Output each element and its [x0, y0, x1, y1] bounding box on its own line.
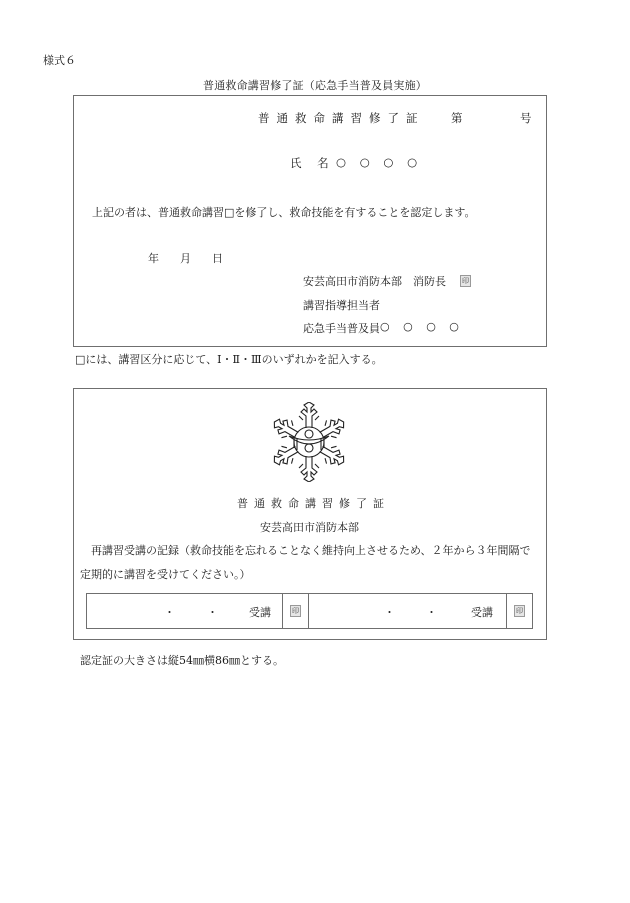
certificate-heading: 普通救命講習修了証	[258, 111, 425, 125]
form-number: 様式６	[43, 54, 76, 67]
certificate-number-prefix: 第	[451, 111, 463, 125]
date-separator: ・	[426, 606, 437, 619]
date-day-label: 日	[212, 252, 223, 265]
document-title: 普通救命講習修了証（応急手当普及員実施）	[203, 79, 427, 92]
card-heading: 普通救命講習修了証	[237, 497, 390, 510]
record-instruction-line2: 定期的に講習を受けてください。）	[80, 568, 251, 581]
card-size-note: 認定証の大きさは縦54㎜横86㎜とする。	[80, 654, 284, 667]
fire-department-emblem-icon	[271, 402, 347, 482]
instructor-name: ○ ○ ○ ○	[380, 320, 464, 333]
date-year-label: 年	[148, 252, 159, 265]
card-org: 安芸高田市消防本部	[260, 521, 359, 534]
instructor-role: 応急手当普及員	[303, 322, 380, 335]
seal-icon: 印	[516, 607, 523, 615]
certificate-number-suffix: 号	[520, 111, 532, 125]
attended-label: 受講	[249, 606, 271, 619]
record-seal-cell-2[interactable]	[507, 594, 532, 628]
record-instruction-line1: 再講習受講の記録（救命技能を忘れることなく維持向上させるため、２年から３年間隔で	[80, 544, 531, 557]
record-date-field-1[interactable]	[87, 594, 283, 628]
seal-icon: 印	[292, 607, 299, 615]
retraining-record-table	[86, 593, 533, 629]
certification-statement: 上記の者は、普通救命講習□を修了し、救命技能を有することを認定します。	[92, 206, 476, 219]
issuer-org: 安芸高田市消防本部 消防長	[303, 275, 446, 288]
date-separator: ・	[207, 606, 218, 619]
seal-icon: 印	[462, 277, 469, 285]
date-month-label: 月	[180, 252, 191, 265]
record-seal-cell-1[interactable]	[283, 594, 309, 628]
date-separator: ・	[164, 606, 175, 619]
name-label: 氏 名	[290, 156, 335, 170]
course-note: □には、講習区分に応じて、Ⅰ・Ⅱ・Ⅲのいずれかを記入する。	[75, 353, 383, 366]
attended-label: 受講	[471, 606, 493, 619]
instructor-label: 講習指導担当者	[303, 299, 380, 312]
date-separator: ・	[384, 606, 395, 619]
name-value: ○ ○ ○ ○	[336, 155, 423, 169]
record-date-field-2[interactable]	[309, 594, 507, 628]
